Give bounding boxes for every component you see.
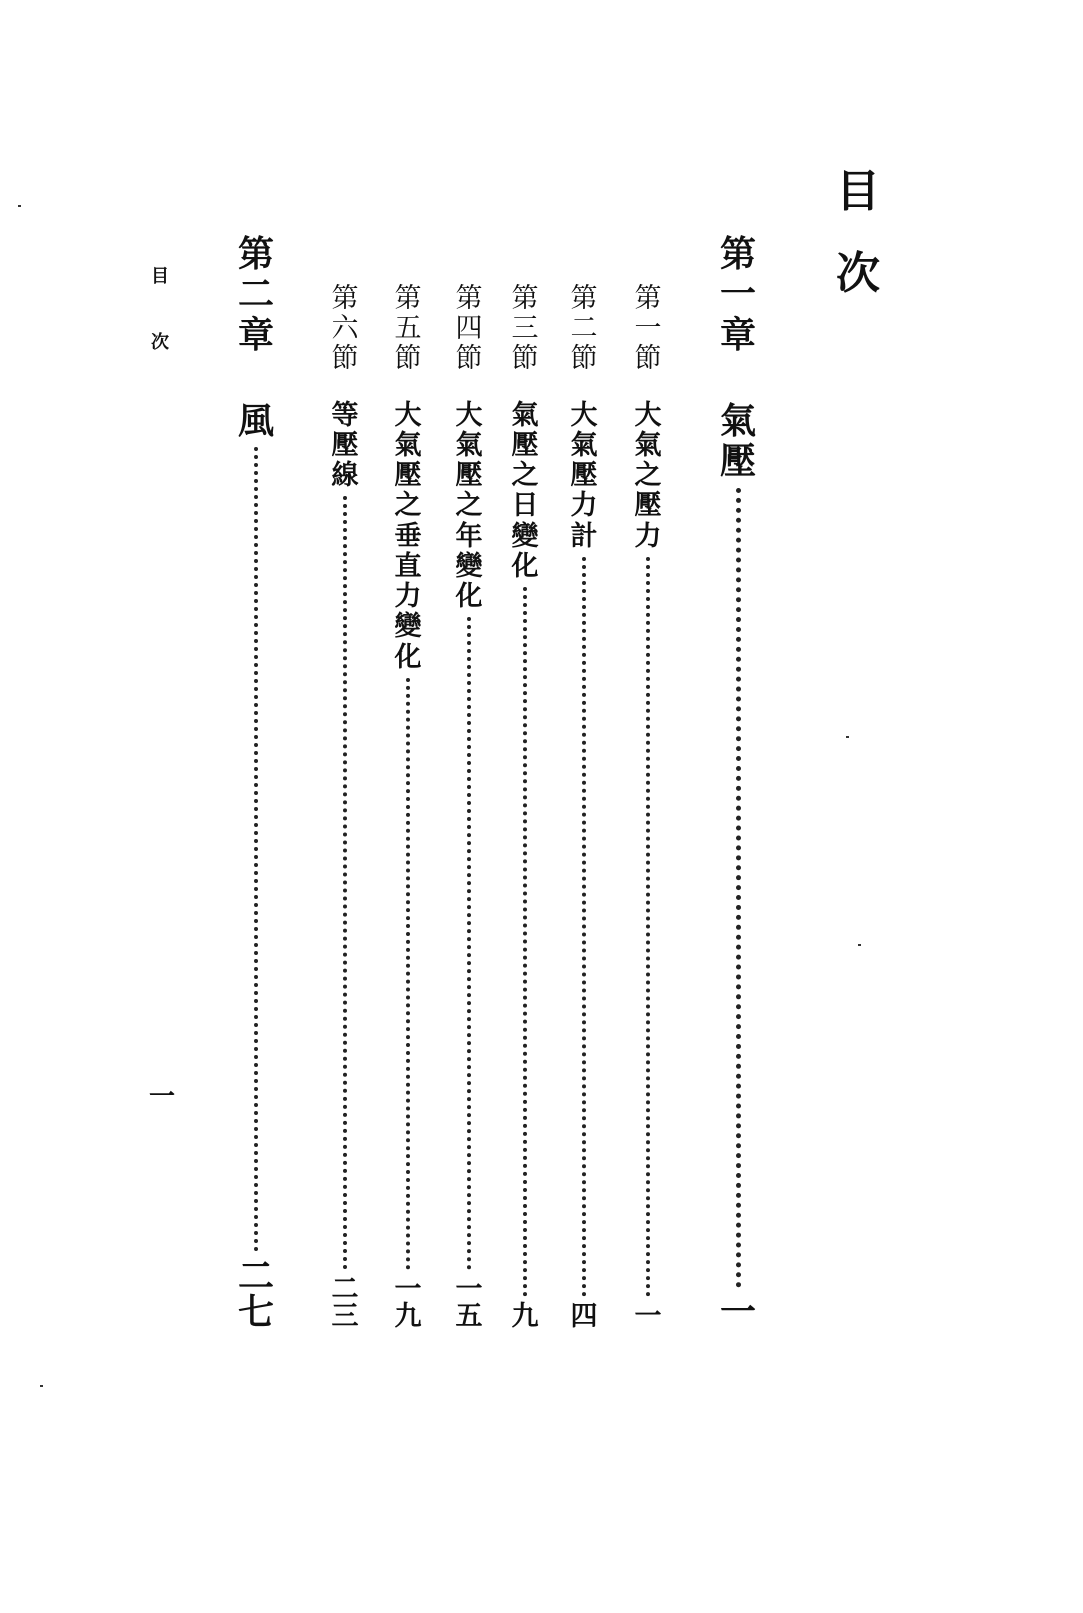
page-title: [828, 166, 888, 299]
entry-title-char: 之: [455, 490, 483, 522]
entry-title: [455, 399, 483, 614]
entry-label-char: 第: [455, 283, 483, 314]
dot-leader: [254, 447, 258, 1252]
entry-label: [237, 233, 274, 357]
entry-label: [512, 285, 539, 376]
entry-title-char: 化: [455, 581, 483, 613]
entry-label-char: 第: [511, 283, 539, 314]
toc-entry-chapter-1[interactable]: [710, 233, 766, 1333]
page-number-char: 五: [455, 1301, 483, 1332]
folio: 一: [148, 1082, 175, 1112]
entry-label-char: 章: [237, 313, 274, 356]
entry-title: [634, 399, 662, 553]
toc-entry-section-6[interactable]: [323, 285, 367, 1330]
entry-title-char: 壓: [719, 440, 756, 483]
dot-leader: [582, 557, 586, 1297]
entry-title-char: 壓: [331, 429, 359, 461]
entry-title-char: 變: [455, 550, 483, 582]
entry-page-number: [237, 1255, 274, 1333]
page-number-char: 一: [634, 1301, 662, 1332]
page-number-char: 一: [455, 1274, 483, 1305]
entry-title: [331, 399, 359, 493]
entry-label-char: 四: [455, 313, 483, 345]
entry-title-char: 風: [237, 399, 274, 442]
page-number-char: 一: [719, 1291, 756, 1333]
entry-title-char: 氣: [570, 429, 598, 461]
page-number-char: 三: [331, 1301, 359, 1332]
entry-page-number: [719, 1291, 756, 1333]
entry-page-number: [635, 1303, 662, 1330]
entry-label-char: 一: [634, 313, 662, 345]
scan-speck: [40, 1385, 43, 1387]
dot-leader: [646, 557, 650, 1297]
title-char: 次: [836, 248, 880, 299]
entry-title-char: 氣: [455, 429, 483, 461]
entry-title: [237, 399, 274, 443]
entry-title: [394, 399, 422, 674]
page-number-char: 九: [394, 1301, 422, 1332]
entry-label-char: 第: [394, 283, 422, 314]
dot-leader: [406, 678, 410, 1270]
page-number-char: 九: [511, 1301, 539, 1332]
entry-page-number: [332, 1276, 359, 1330]
entry-title-char: 壓: [634, 490, 662, 522]
entry-label-char: 六: [331, 313, 359, 345]
entry-label: [395, 285, 422, 376]
scan-speck: [858, 944, 861, 946]
toc-entry-section-2[interactable]: [562, 285, 606, 1330]
scan-speck: [846, 736, 849, 738]
entry-title-char: 大: [634, 399, 662, 431]
entry-title-char: 壓: [394, 460, 422, 492]
scan-speck: [18, 205, 21, 207]
entry-title-char: 力: [634, 520, 662, 552]
entry-page-number: [395, 1276, 422, 1330]
page-number-char: 一: [394, 1274, 422, 1305]
entry-title-char: 大: [394, 399, 422, 431]
entry-label-char: 節: [634, 343, 662, 375]
entry-label-char: 三: [511, 313, 539, 345]
entry-title-char: 化: [511, 550, 539, 582]
entry-label-char: 節: [570, 343, 598, 375]
toc-entry-chapter-2[interactable]: [228, 233, 284, 1333]
dot-leader: [736, 488, 741, 1288]
entry-title-char: 變: [394, 611, 422, 643]
toc-entry-section-3[interactable]: [503, 285, 547, 1330]
entry-label: [571, 285, 598, 376]
entry-title-char: 氣: [511, 399, 539, 431]
entry-title: [511, 399, 539, 583]
entry-title-char: 力: [570, 490, 598, 522]
entry-title-char: 垂: [394, 520, 422, 552]
entry-label: [456, 285, 483, 376]
entry-label-char: 第: [634, 283, 662, 314]
page-number-char: 七: [237, 1291, 274, 1333]
entry-title-char: 直: [394, 550, 422, 582]
entry-title-char: 大: [455, 399, 483, 431]
entry-title-char: 化: [394, 641, 422, 673]
entry-page-number: [456, 1276, 483, 1330]
entry-label-char: 節: [511, 343, 539, 375]
entry-title-char: 計: [570, 520, 598, 552]
entry-title-char: 之: [511, 460, 539, 492]
entry-title: [570, 399, 598, 553]
entry-title-char: 等: [331, 399, 359, 431]
toc-entry-section-4[interactable]: [447, 285, 491, 1330]
entry-label-char: 第: [719, 233, 756, 275]
entry-title-char: 變: [511, 520, 539, 552]
entry-label-char: 節: [455, 343, 483, 375]
entry-label-char: 二: [237, 273, 274, 316]
entry-label: [635, 285, 662, 376]
toc-entry-section-5[interactable]: [386, 285, 430, 1330]
entry-title-char: 之: [394, 490, 422, 522]
entry-label: [719, 233, 756, 357]
entry-title-char: 氣: [634, 429, 662, 461]
entry-title-char: 氣: [394, 429, 422, 461]
entry-label-char: 第: [570, 283, 598, 314]
entry-page-number: [571, 1303, 598, 1330]
entry-title-char: 力: [394, 581, 422, 613]
entry-title-char: 氣: [719, 399, 756, 442]
entry-title-char: 年: [455, 520, 483, 552]
entry-label-char: 節: [331, 343, 359, 375]
entry-label-char: 節: [394, 343, 422, 375]
entry-label: [332, 285, 359, 376]
running-header: [146, 268, 174, 352]
entry-label-char: 二: [570, 313, 598, 345]
entry-label-char: 章: [719, 313, 756, 356]
entry-title-char: 壓: [455, 460, 483, 492]
entry-title-char: 線: [331, 460, 359, 492]
title-char: 目: [836, 166, 880, 217]
dot-leader: [343, 496, 347, 1270]
dot-leader: [467, 617, 471, 1270]
toc-entry-section-1[interactable]: [626, 285, 670, 1330]
entry-label-char: 第: [237, 233, 274, 275]
entry-label-char: 五: [394, 313, 422, 345]
entry-label-char: 一: [719, 273, 756, 316]
entry-title-char: 壓: [570, 460, 598, 492]
entry-label-char: 第: [331, 283, 359, 314]
page-number-char: 二: [331, 1274, 359, 1305]
page-number-char: 二: [237, 1255, 274, 1297]
entry-title: [719, 399, 756, 484]
entry-title-char: 之: [634, 460, 662, 492]
entry-title-char: 壓: [511, 429, 539, 461]
dot-leader: [523, 587, 527, 1297]
entry-title-char: 日: [511, 490, 539, 522]
running-header-char: 次: [151, 332, 169, 353]
page-number-char: 四: [570, 1301, 598, 1332]
running-header-char: 目: [151, 266, 169, 287]
entry-page-number: [512, 1303, 539, 1330]
entry-title-char: 大: [570, 399, 598, 431]
